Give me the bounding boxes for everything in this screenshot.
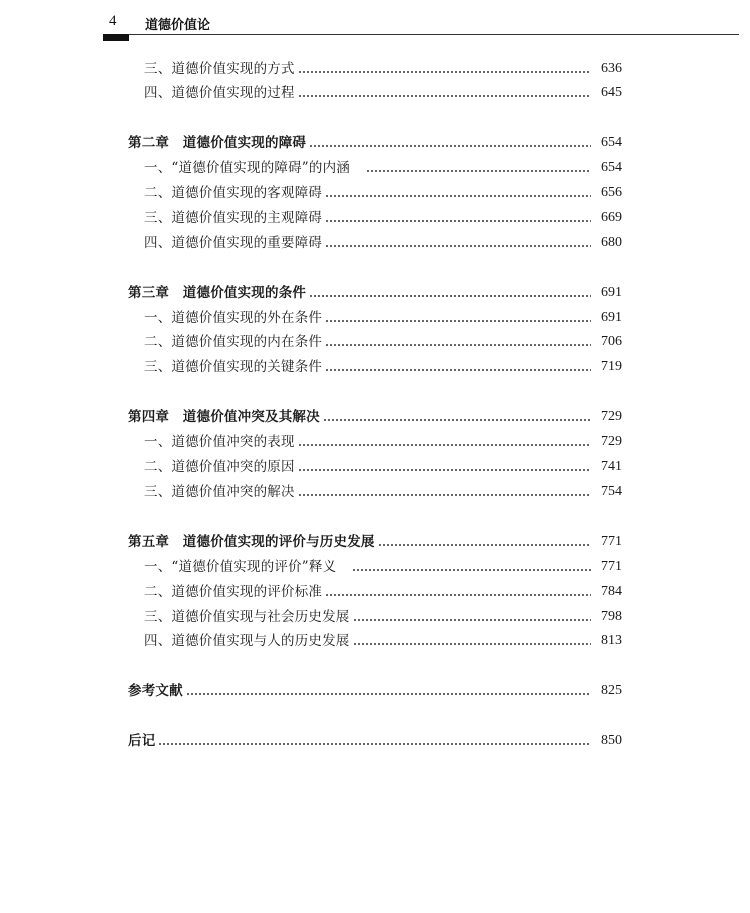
toc-entry-label: 一、道德价值冲突的表现 [144,434,295,450]
header-block-marker [103,34,129,41]
toc-section-entry[interactable] [144,455,622,479]
dot-leader [325,344,591,346]
toc-entry-label: 第四章 道德价值冲突及其解决 [128,409,320,425]
dot-leader [325,220,591,222]
dot-leader [353,643,592,645]
toc-entry-page: 645 [601,85,622,100]
toc-chapter-entry[interactable] [128,131,622,155]
toc-entry-page: 706 [601,334,622,349]
toc-section-entry[interactable] [144,330,622,354]
dot-leader [309,295,591,297]
toc-entry-label: 三、道德价值实现与社会历史发展 [144,609,350,625]
dot-leader [352,569,591,571]
toc-entry-page: 798 [601,609,622,624]
toc-entry-page: 771 [601,534,622,549]
dot-leader [353,619,592,621]
dot-leader [325,369,591,371]
toc-entry-page: 654 [601,135,622,150]
dot-leader [298,469,591,471]
toc-entry-page: 729 [601,409,622,424]
toc-entry-label: 四、道德价值实现的重要障碍 [144,235,323,251]
header-rule [103,34,739,35]
toc-entry-page: 771 [601,559,622,574]
toc-entry-label: 二、道德价值冲突的原因 [144,459,295,475]
toc-entry-label: 四、道德价值实现与人的历史发展 [144,633,350,649]
toc-entry-label: 四、道德价值实现的过程 [144,85,295,101]
dot-leader [325,320,591,322]
toc-entry-label: 第二章 道德价值实现的障碍 [128,135,307,151]
toc-section-entry[interactable] [144,555,622,579]
dot-leader [325,245,591,247]
toc-entry-page: 825 [601,683,622,698]
toc-entry-label: 三、道德价值实现的关键条件 [144,359,323,375]
toc-entry-page: 813 [601,633,622,648]
toc-section-entry[interactable] [144,355,622,379]
toc-section-entry[interactable] [144,430,622,454]
page-number: 4 [109,13,117,29]
toc-entry-page: 754 [601,484,622,499]
toc-postscript-entry[interactable] [128,729,622,753]
toc-entry-label: 三、道德价值实现的主观障碍 [144,210,323,226]
toc-entry-label: 三、道德价值冲突的解决 [144,484,295,500]
toc-section-entry[interactable] [144,206,622,230]
toc-chapter-entry[interactable] [128,281,622,305]
toc-entry-page: 691 [601,310,622,325]
toc-entry-label: 二、道德价值实现的客观障碍 [144,185,323,201]
toc-entry-page: 784 [601,584,622,599]
page-header [0,0,750,44]
toc-section-entry[interactable] [144,580,622,604]
toc-section-entry[interactable] [144,181,622,205]
dot-leader [158,743,591,745]
toc-entry-page: 669 [601,210,622,225]
dot-leader [325,195,591,197]
toc-entry-page: 691 [601,285,622,300]
toc-section-entry[interactable] [144,306,622,330]
toc-entry-label: 三、道德价值实现的方式 [144,61,295,77]
toc-references-entry[interactable] [128,679,622,703]
dot-leader [366,170,591,172]
dot-leader [323,419,591,421]
dot-leader [298,95,591,97]
running-title: 道德价值论 [145,18,211,33]
toc-entry-page: 719 [601,359,622,374]
toc-entry-page: 729 [601,434,622,449]
toc-entry-page: 741 [601,459,622,474]
toc-entry-page: 850 [601,733,622,748]
toc-entry-label: 第五章 道德价值实现的评价与历史发展 [128,534,375,550]
dot-leader [378,544,591,546]
toc-entry-label: 后记 [128,733,156,749]
toc-entry-label: 参考文献 [128,683,183,699]
dot-leader [298,444,591,446]
toc-entry-page: 636 [601,61,622,76]
toc-entry-label: 一、道德价值实现的外在条件 [144,310,323,326]
dot-leader [298,494,591,496]
toc-entry-label: 第三章 道德价值实现的条件 [128,285,307,301]
toc-section-entry[interactable] [144,81,622,105]
toc-entry-page: 680 [601,235,622,250]
dot-leader [325,594,591,596]
toc-entry-label: 二、道德价值实现的评价标准 [144,584,323,600]
dot-leader [298,71,591,73]
toc-entry-label: 一、“道德价值实现的障碍”的内涵 [144,160,351,176]
toc-entry-page: 654 [601,160,622,175]
toc-chapter-entry[interactable] [128,530,622,554]
toc-section-entry[interactable] [144,629,622,653]
toc-chapter-entry[interactable] [128,405,622,429]
toc-entry-label: 二、道德价值实现的内在条件 [144,334,323,350]
toc-section-entry[interactable] [144,57,622,81]
toc-entry-label: 一、“道德价值实现的评价”释义 [144,559,337,575]
toc-entry-page: 656 [601,185,622,200]
toc-section-entry[interactable] [144,480,622,504]
dot-leader [186,693,591,695]
dot-leader [309,145,591,147]
toc-section-entry[interactable] [144,605,622,629]
toc-section-entry[interactable] [144,156,622,180]
toc-section-entry[interactable] [144,231,622,255]
